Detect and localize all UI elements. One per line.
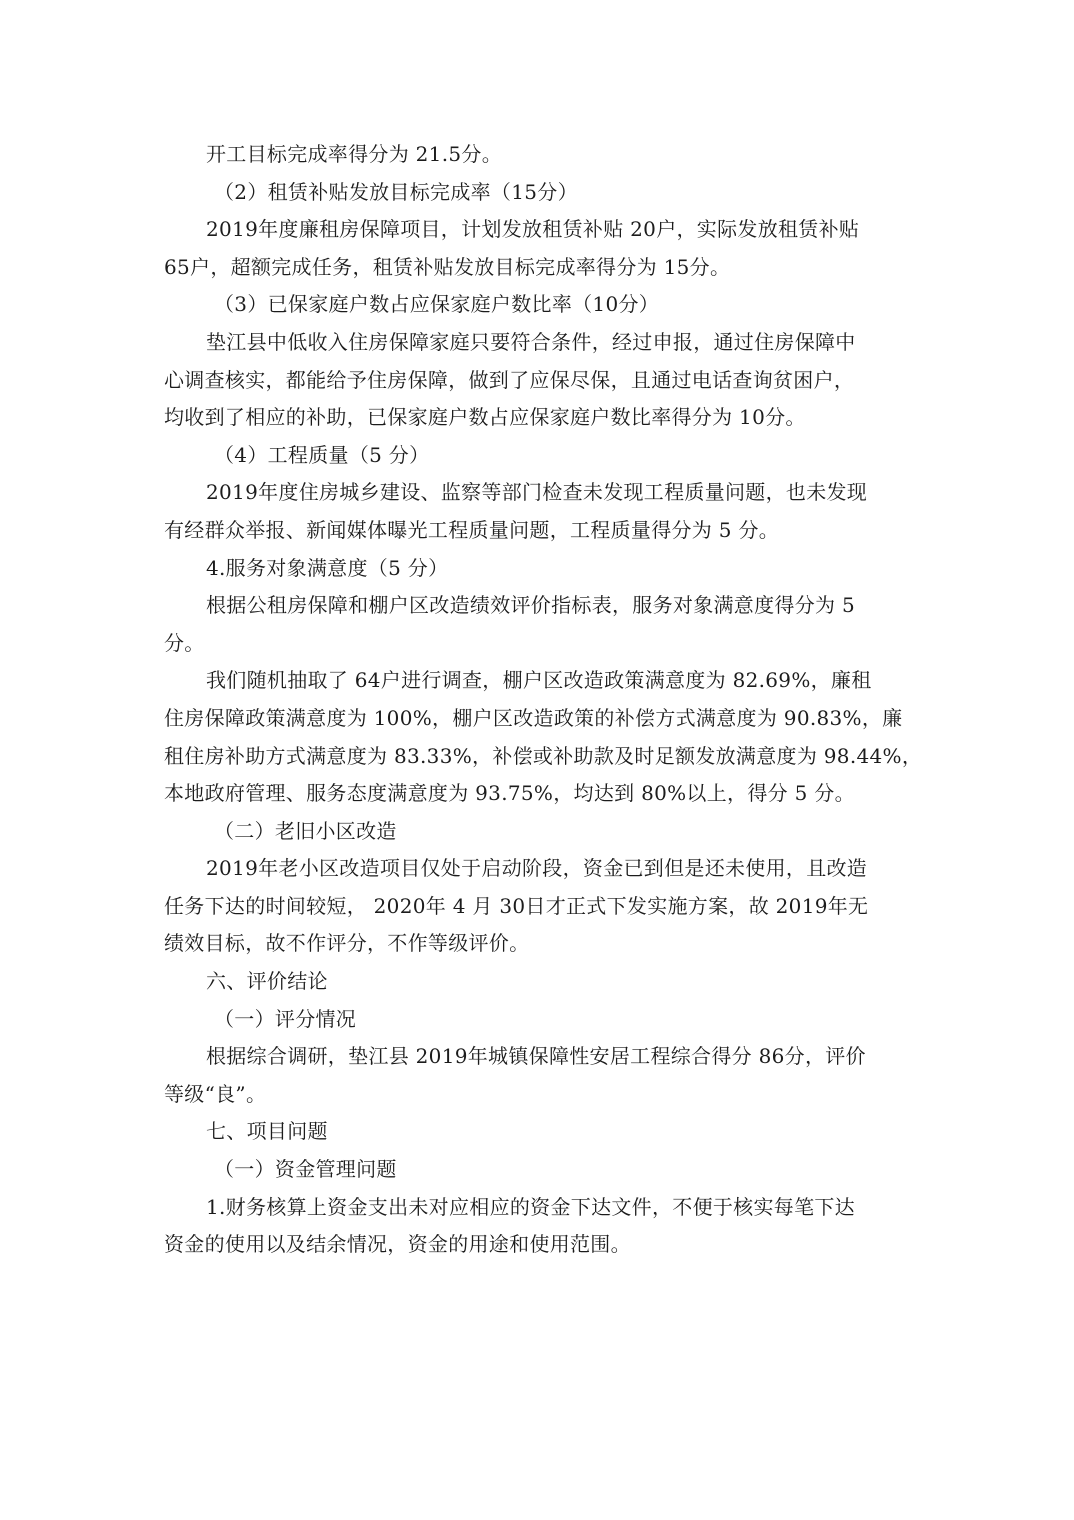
text-line: 资金的使用以及结余情况，资金的用途和使用范围。 bbox=[164, 1232, 631, 1257]
section-heading: （二）老旧小区改造 bbox=[214, 818, 397, 843]
text-line: 住房保障政策满意度为 100%，棚户区改造政策的补偿方式满意度为 90.83%，廉 bbox=[164, 705, 903, 730]
section-heading: （一）评分情况 bbox=[214, 1006, 357, 1031]
text-line: 均收到了相应的补助，已保家庭户数占应保家庭户数比率得分为 10分。 bbox=[164, 405, 806, 430]
section-heading: （3）已保家庭户数占应保家庭户数比率（10分） bbox=[214, 292, 660, 317]
text-line: 开工目标完成率得分为 21.5分。 bbox=[206, 142, 502, 166]
text-line: 2019年老小区改造项目仅处于启动阶段，资金已到但是还未使用，且改造 bbox=[206, 856, 868, 881]
text-line: 2019年度廉租房保障项目，计划发放租赁补贴 20户，实际发放租赁补贴 bbox=[206, 217, 860, 242]
text-line: 绩效目标，故不作评分，不作等级评价。 bbox=[164, 931, 530, 956]
text-line: 任务下达的时间较短， 2020年 4 月 30日才正式下发实施方案，故 2019年无 bbox=[164, 893, 869, 918]
section-heading: 六、评价结论 bbox=[206, 969, 328, 994]
section-heading: 4.服务对象满意度（5 分） bbox=[206, 555, 449, 580]
section-heading: （一）资金管理问题 bbox=[214, 1157, 397, 1182]
text-line: 有经群众举报、新闻媒体曝光工程质量问题，工程质量得分为 5 分。 bbox=[164, 517, 780, 542]
text-line: 我们随机抽取了 64户进行调查，棚户区改造政策满意度为 82.69%，廉租 bbox=[206, 668, 872, 693]
section-heading: （4）工程质量（5 分） bbox=[214, 442, 430, 467]
text-line: 根据公租房保障和棚户区改造绩效评价指标表，服务对象满意度得分为 5 bbox=[206, 593, 855, 618]
text-line: 2019年度住房城乡建设、监察等部门检查未发现工程质量问题，也未发现 bbox=[206, 480, 868, 505]
text-line: 等级“良”。 bbox=[164, 1081, 267, 1106]
text-line: 1.财务核算上资金支出未对应相应的资金下达文件，不便于核实每笔下达 bbox=[206, 1194, 855, 1219]
text-line: 心调查核实，都能给予住房保障，做到了应保尽保，且通过电话查询贫困户， bbox=[164, 367, 855, 392]
text-line: 65户，超额完成任务，租赁补贴发放目标完成率得分为 15分。 bbox=[164, 254, 731, 279]
text-line: 租住房补助方式满意度为 83.33%，补偿或补助款及时足额发放满意度为 98.44%， bbox=[164, 743, 923, 768]
document-body bbox=[164, 136, 923, 1264]
section-heading: （2）租赁补贴发放目标完成率（15分） bbox=[214, 179, 578, 204]
text-line: 根据综合调研，垫江县 2019年城镇保障性安居工程综合得分 86分，评价 bbox=[206, 1044, 866, 1069]
section-heading: 七、项目问题 bbox=[206, 1119, 328, 1144]
text-line: 垫江县中低收入住房保障家庭只要符合条件，经过申报，通过住房保障中 bbox=[206, 329, 856, 354]
text-line: 本地政府管理、服务态度满意度为 93.75%，均达到 80%以上，得分 5 分。 bbox=[164, 781, 855, 806]
text-line: 分。 bbox=[164, 630, 205, 655]
